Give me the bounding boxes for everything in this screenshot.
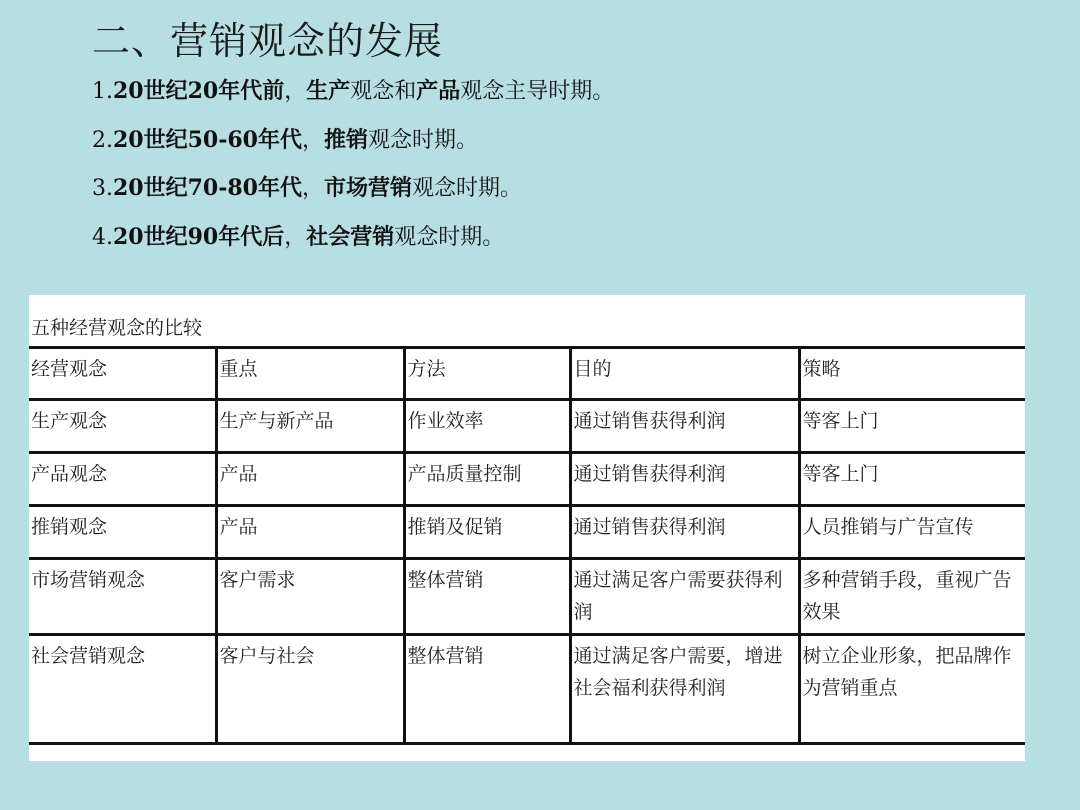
- table-cell: 多种营销手段，重视广告效果: [799, 559, 1025, 635]
- table-cell: 通过销售获得利润: [570, 506, 799, 559]
- list-item: [92, 169, 614, 218]
- header-cell: 方法: [404, 348, 570, 400]
- table-cell: 生产与新产品: [216, 400, 404, 453]
- table-cell: 产品: [216, 506, 404, 559]
- header-cell: 策略: [799, 348, 1025, 400]
- table-cell: 市场营销观念: [29, 559, 216, 635]
- item-tail: 观念时期。: [412, 176, 523, 201]
- item-text: 观念和: [350, 79, 417, 104]
- item-number: 2.: [92, 127, 113, 153]
- table-cell: 产品: [216, 453, 404, 506]
- table-cell: 等客上门: [799, 400, 1025, 453]
- comparison-table: [29, 346, 1025, 745]
- table-cell: 生产观念: [29, 400, 216, 453]
- header-cell: 目的: [570, 348, 799, 400]
- item-number: 3.: [92, 176, 113, 201]
- table-row: [29, 635, 1025, 744]
- table-cell: 通过销售获得利润: [570, 453, 799, 506]
- item-separator: ，: [284, 224, 307, 250]
- development-list: [92, 72, 614, 266]
- table-cell: 客户需求: [216, 559, 404, 635]
- table-cell: 推销及促销: [404, 506, 570, 559]
- table-cell: 整体营销: [404, 559, 570, 635]
- table-row: [29, 400, 1025, 453]
- table-header-row: [29, 348, 1025, 400]
- item-period: 20世纪70-80年代: [113, 175, 302, 201]
- item-period: 20世纪90年代后: [113, 223, 285, 250]
- item-tail: 观念主导时期。: [460, 79, 615, 104]
- table-cell: 产品质量控制: [404, 453, 570, 506]
- comparison-table-panel: [29, 295, 1025, 761]
- table-row: [29, 453, 1025, 506]
- table-row: [29, 506, 1025, 559]
- slide-title: 二、营销观念的发展: [92, 19, 444, 63]
- item-separator: ，: [301, 176, 324, 201]
- table-cell: 通过满足客户需要，增进社会福利获得利润: [570, 635, 799, 744]
- item-separator: ，: [284, 79, 307, 104]
- table-cell: 等客上门: [799, 453, 1025, 506]
- list-item: [92, 218, 614, 267]
- item-keyword: 推销: [324, 126, 369, 153]
- item-keyword: 社会营销: [306, 223, 395, 250]
- item-separator: ，: [301, 127, 324, 153]
- table-cell: 推销观念: [29, 506, 216, 559]
- table-cell: 产品观念: [29, 453, 216, 506]
- table-cell: 作业效率: [404, 400, 570, 453]
- table-cell: 通过销售获得利润: [570, 400, 799, 453]
- item-keyword: 市场营销: [324, 175, 413, 201]
- item-period: 20世纪50-60年代: [113, 126, 302, 153]
- table-cell: 通过满足客户需要获得利润: [570, 559, 799, 635]
- table-cell: 客户与社会: [216, 635, 404, 744]
- item-period: 20世纪20年代前: [113, 78, 285, 104]
- item-number: 4.: [92, 224, 113, 250]
- table-cell: 社会营销观念: [29, 635, 216, 744]
- item-number: 1.: [92, 79, 113, 104]
- table-row: [29, 559, 1025, 635]
- item-keyword-2: 产品: [416, 78, 461, 104]
- table-cell: 整体营销: [404, 635, 570, 744]
- header-cell: 经营观念: [29, 348, 216, 400]
- table-caption: 五种经营观念的比较: [31, 317, 203, 339]
- list-item: [92, 121, 614, 170]
- item-tail: 观念时期。: [368, 127, 479, 153]
- list-item: [92, 72, 614, 121]
- header-cell: 重点: [216, 348, 404, 400]
- table-cell: 人员推销与广告宣传: [799, 506, 1025, 559]
- item-tail: 观念时期。: [394, 224, 505, 250]
- table-cell: 树立企业形象，把品牌作为营销重点: [799, 635, 1025, 744]
- item-keyword: 生产: [306, 78, 351, 104]
